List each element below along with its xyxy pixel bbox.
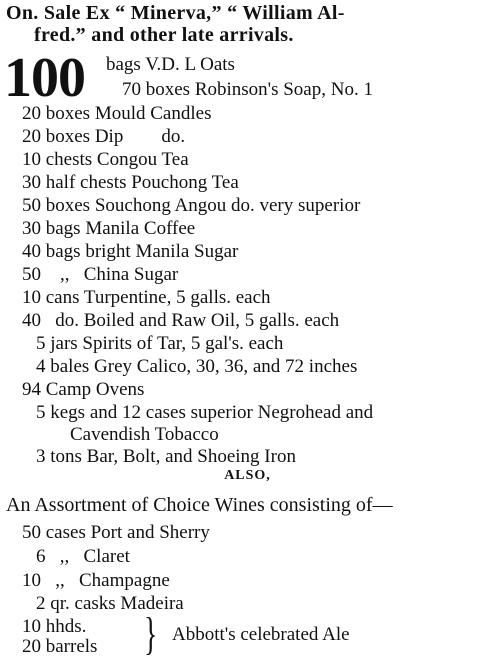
item-tobacco: 5 kegs and 12 cases superior Negrohead and bbox=[36, 402, 374, 423]
item-spirits-of-tar: 5 jars Spirits of Tar, 5 gal's. each bbox=[36, 333, 284, 354]
wine-madeira: 2 qr. casks Madeira bbox=[36, 593, 184, 614]
item-grey-calico: 4 bales Grey Calico, 30, 36, and 72 inches bbox=[36, 356, 358, 377]
item-manila-coffee: 30 bags Manila Coffee bbox=[22, 218, 196, 239]
item-congou-tea: 10 chests Congou Tea bbox=[22, 149, 189, 170]
item-camp-ovens: 94 Camp Ovens bbox=[22, 379, 145, 400]
item-souchong-tea: 50 boxes Souchong Angou do. very superior bbox=[22, 195, 361, 216]
ale-hhds: 10 hhds. bbox=[22, 616, 87, 637]
ale-barrels: 20 barrels bbox=[22, 636, 98, 657]
item-oats: bags V.D. L Oats bbox=[106, 54, 235, 75]
item-oil: 40 do. Boiled and Raw Oil, 5 galls. each bbox=[22, 310, 340, 331]
header-line-2: fred.” and other late arrivals. bbox=[34, 24, 294, 46]
item-dip-candles: 20 boxes Dip do. bbox=[22, 126, 186, 147]
wines-heading: An Assortment of Choice Wines consisting of— bbox=[6, 494, 393, 516]
wine-port-sherry: 50 cases Port and Sherry bbox=[22, 522, 210, 543]
item-soap: 70 boxes Robinson's Soap, No. 1 bbox=[122, 79, 373, 100]
item-pouchong-tea: 30 half chests Pouchong Tea bbox=[22, 172, 239, 193]
item-manila-sugar: 40 bags bright Manila Sugar bbox=[22, 241, 239, 262]
also-heading: ALSO, bbox=[224, 468, 271, 483]
item-tobacco-cont: Cavendish Tobacco bbox=[70, 424, 219, 445]
wine-champagne: 10 ,, Champagne bbox=[22, 570, 170, 591]
curly-brace-icon: } bbox=[144, 608, 158, 659]
item-mould-candles: 20 boxes Mould Candles bbox=[22, 103, 212, 124]
item-china-sugar: 50 ,, China Sugar bbox=[22, 264, 179, 285]
item-turpentine: 10 cans Turpentine, 5 galls. each bbox=[22, 287, 271, 308]
big-number: 100 bbox=[4, 47, 85, 109]
ale-label: Abbott's celebrated Ale bbox=[172, 624, 350, 645]
wine-claret: 6 ,, Claret bbox=[36, 546, 130, 567]
item-iron: 3 tons Bar, Bolt, and Shoeing Iron bbox=[36, 446, 296, 467]
header-line-1: On. Sale Ex “ Minerva,” “ William Al- bbox=[6, 2, 345, 24]
